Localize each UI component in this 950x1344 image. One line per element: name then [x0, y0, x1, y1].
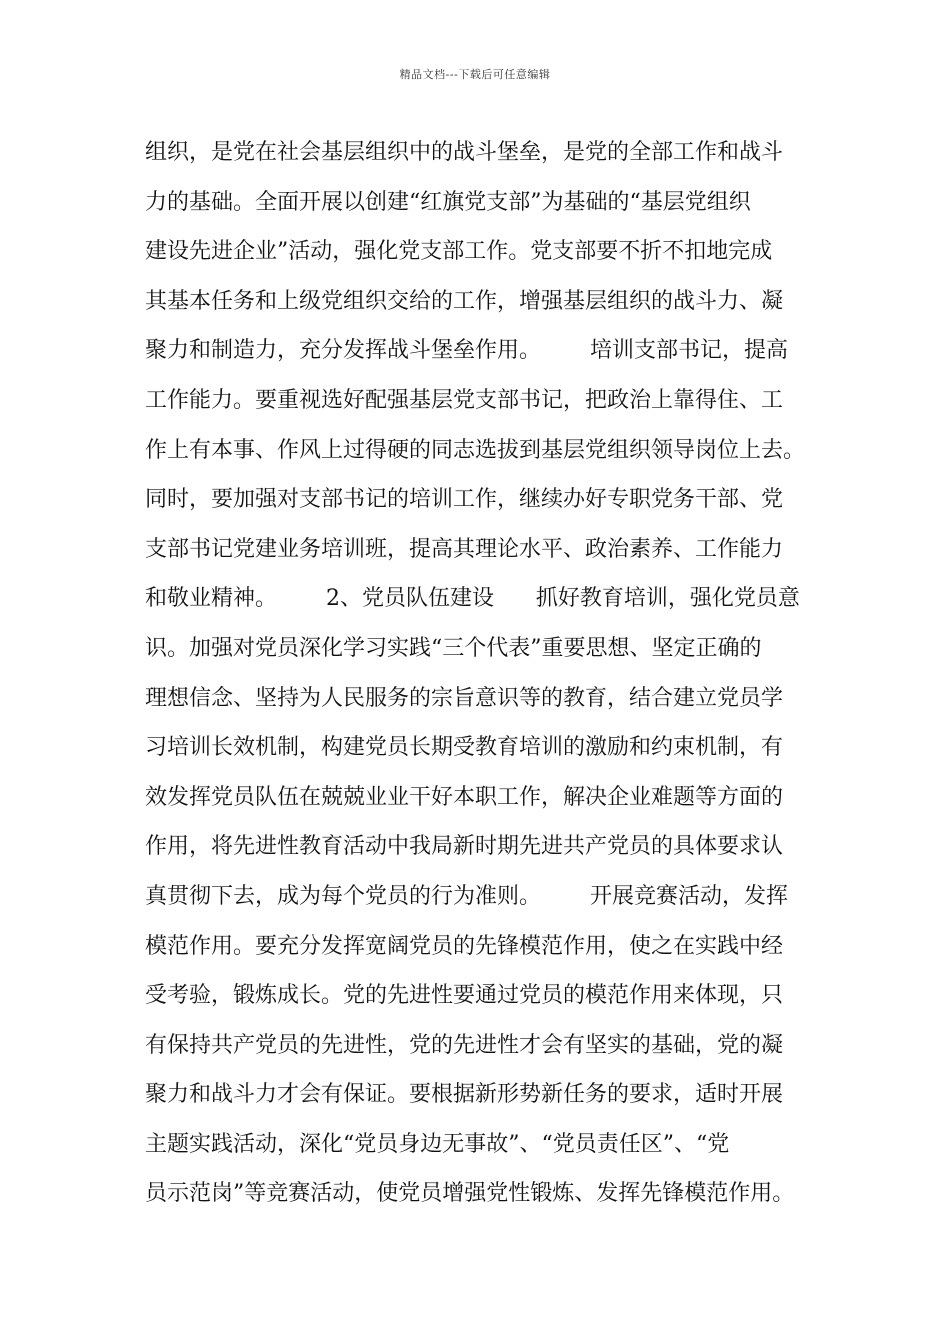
text-line: 有保持共产党员的先进性，党的先进性才会有坚实的基础，党的凝	[145, 1032, 784, 1058]
text-line: 支部书记党建业务培训班，提高其理论水平、政治素养、工作能力	[145, 536, 784, 562]
text-line: 建设先进企业”活动，强化党支部工作。党支部要不折不扣地完成	[145, 239, 773, 265]
text-line: 受考验，锻炼成长。党的先进性要通过党员的模范作用来体现，只	[145, 983, 784, 1009]
text-line: 聚力和制造力，充分发挥战斗堡垒作用。 培训支部书记，提高	[145, 338, 788, 364]
text-line: 作上有本事、作风上过得硬的同志选拔到基层党组织领导岗位上去。	[145, 437, 806, 463]
text-line: 主题实践活动，深化“党员身边无事故”、“党员责任区”、“党	[145, 1131, 730, 1157]
text-line: 员示范岗”等竞赛活动，使党员增强党性锻炼、发挥先锋模范作用。	[145, 1181, 795, 1207]
text-line: 真贯彻下去，成为每个党员的行为准则。 开展竞赛活动，发挥	[145, 883, 788, 909]
text-line: 模范作用。要充分发挥宽阔党员的先锋模范作用，使之在实践中经	[145, 933, 784, 959]
page-header: 精品文档---下载后可任意编辑	[399, 68, 551, 81]
text-line: 其基本任务和上级党组织交给的工作，增强基层组织的战斗力、凝	[145, 288, 784, 314]
text-line: 力的基础。全面开展以创建“红旗党支部”为基础的“基层党组织	[145, 189, 751, 215]
text-line: 理想信念、坚持为人民服务的宗旨意识等的教育，结合建立党员学	[145, 685, 784, 711]
body-text	[145, 128, 835, 1219]
text-line: 习培训长效机制，构建党员长期受教育培训的激励和约束机制，有	[145, 735, 784, 761]
text-line: 作用，将先进性教育活动中我局新时期先进共产党员的具体要求认	[145, 834, 784, 860]
text-line: 和敬业精神。 2、党员队伍建设 抓好教育培训，强化党员意	[145, 586, 800, 612]
text-line: 工作能力。要重视选好配强基层党支部书记，把政治上靠得住、工	[145, 387, 784, 413]
text-line: 聚力和战斗力才会有保证。要根据新形势新任务的要求，适时开展	[145, 1082, 784, 1108]
text-line: 识。加强对党员深化学习实践“三个代表”重要思想、坚定正确的	[145, 635, 762, 661]
text-line: 效发挥党员队伍在兢兢业业干好本职工作，解决企业难题等方面的	[145, 784, 784, 810]
text-line: 组织，是党在社会基层组织中的战斗堡垒，是党的全部工作和战斗	[145, 140, 784, 165]
text-line: 同时，要加强对支部书记的培训工作，继续办好专职党务干部、党	[145, 487, 784, 513]
